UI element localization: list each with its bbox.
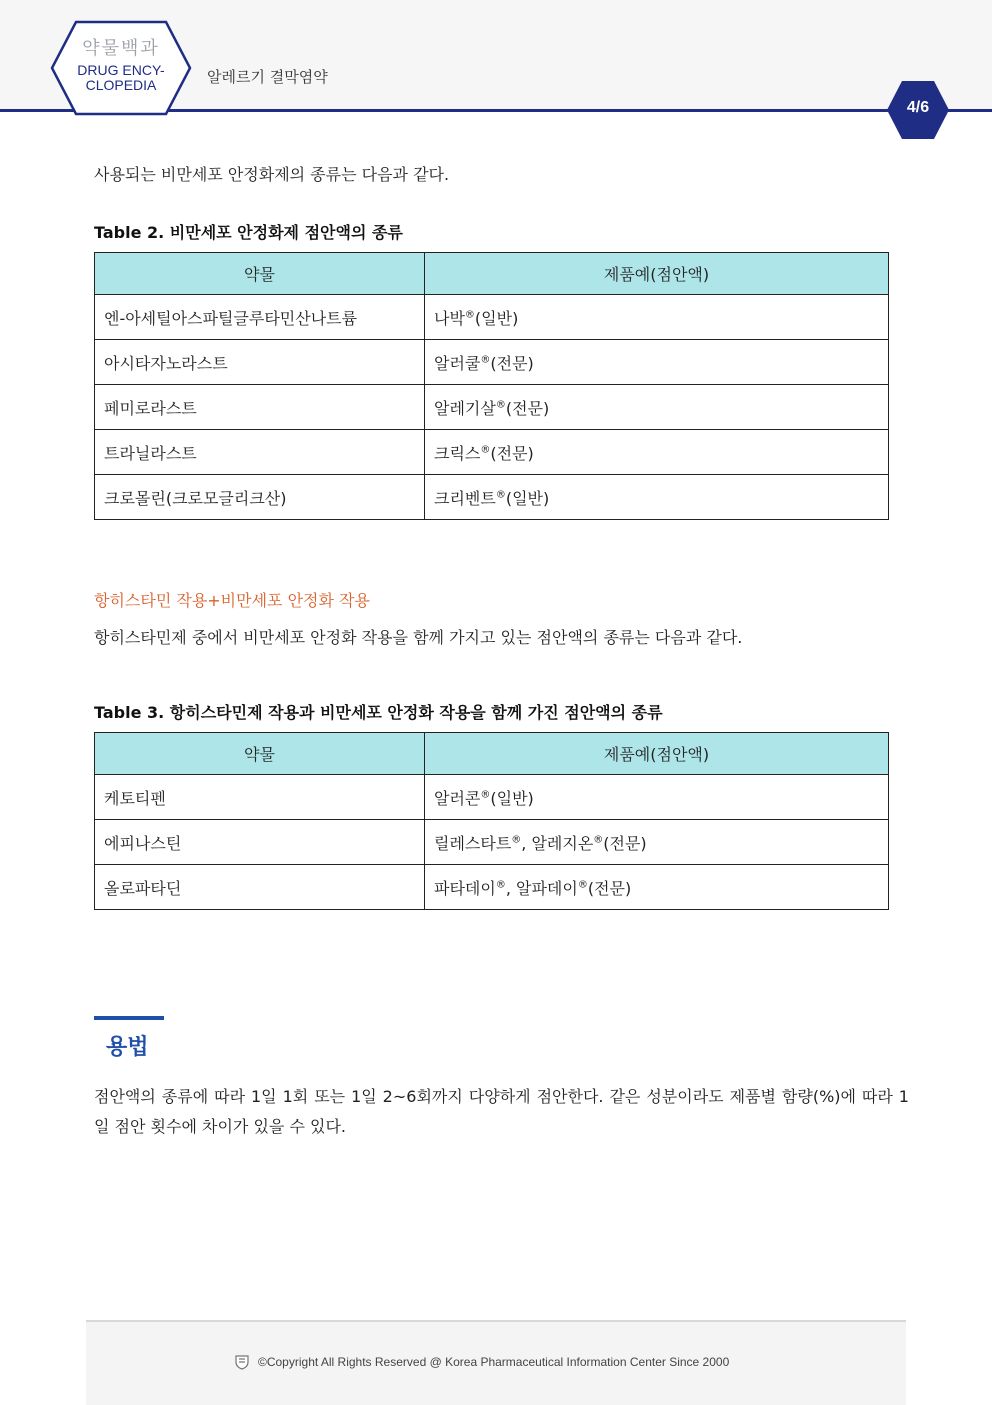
footer <box>86 1320 906 1405</box>
drug-cell: 크로몰린(크로모글리크산) <box>95 475 425 520</box>
column-header-product: 제품예(점안액) <box>425 253 889 295</box>
product-cell: 알레기살®(전문) <box>425 385 889 430</box>
logo-english-line2: CLOPEDIA <box>85 76 157 93</box>
table3 <box>94 732 889 910</box>
column-header-drug: 약물 <box>95 733 425 775</box>
table2-caption: Table 2. 비만세포 안정화제 점안액의 종류 <box>94 223 403 242</box>
table-header-row <box>95 253 889 295</box>
subsection-heading: 항히스타민 작용+비만세포 안정화 작용 <box>94 591 370 610</box>
subsection-paragraph: 항히스타민제 중에서 비만세포 안정화 작용을 함께 가지고 있는 점안액의 종류는 다음과 같다. <box>94 628 743 647</box>
drug-cell: 엔-아세틸아스파틸글루타민산나트륨 <box>95 295 425 340</box>
copyright-text: ©Copyright All Rights Reserved @ Korea Pharmaceutical Information Center Since 2000 <box>258 1355 730 1369</box>
drug-cell: 아시타자노라스트 <box>95 340 425 385</box>
logo <box>66 40 176 92</box>
column-header-drug: 약물 <box>95 253 425 295</box>
table-row <box>95 475 889 520</box>
table-row <box>95 385 889 430</box>
drug-cell: 페미로라스트 <box>95 385 425 430</box>
table-row <box>95 865 889 910</box>
logo-english-line1: DRUG ENCY- <box>77 61 165 78</box>
logo-korean: 약물백과 <box>82 38 160 59</box>
drug-cell: 케토티펜 <box>95 775 425 820</box>
table2 <box>94 252 889 520</box>
page-number: 4/6 <box>906 99 930 116</box>
column-header-product: 제품예(점안액) <box>425 733 889 775</box>
table3-caption: Table 3. 항히스타민제 작용과 비만세포 안정화 작용을 함께 가진 점안액의 종류 <box>94 703 663 722</box>
table-row <box>95 775 889 820</box>
section-accent-bar <box>94 1016 164 1020</box>
usage-paragraph: 점안액의 종류에 따라 1일 1회 또는 1일 2~6회까지 다양하게 점안한다. 같은 성분이라도 제품별 함량(%)에 따라 1일 점안 횟수에 차이가 있을 수 있다. <box>94 1087 909 1136</box>
drug-cell: 에피나스틴 <box>95 820 425 865</box>
drug-cell: 트라닐라스트 <box>95 430 425 475</box>
document-title: 알레르기 결막염약 <box>207 68 328 86</box>
table-row <box>95 295 889 340</box>
product-cell: 크릭스®(전문) <box>425 430 889 475</box>
usage-section-title: 용법 <box>106 1035 149 1060</box>
product-cell: 릴레스타트®, 알레지온®(전문) <box>425 820 889 865</box>
usage-section-heading <box>94 1016 164 1061</box>
table-row <box>95 820 889 865</box>
table-row <box>95 340 889 385</box>
product-cell: 나박®(일반) <box>425 295 889 340</box>
product-cell: 알러쿨®(전문) <box>425 340 889 385</box>
shield-crest-icon <box>234 1354 250 1370</box>
product-cell: 알러콘®(일반) <box>425 775 889 820</box>
intro-paragraph: 사용되는 비만세포 안정화제의 종류는 다음과 같다. <box>94 165 450 184</box>
drug-cell: 올로파타딘 <box>95 865 425 910</box>
product-cell: 파타데이®, 알파데이®(전문) <box>425 865 889 910</box>
product-cell: 크리벤트®(일반) <box>425 475 889 520</box>
table-header-row <box>95 733 889 775</box>
table-row <box>95 430 889 475</box>
